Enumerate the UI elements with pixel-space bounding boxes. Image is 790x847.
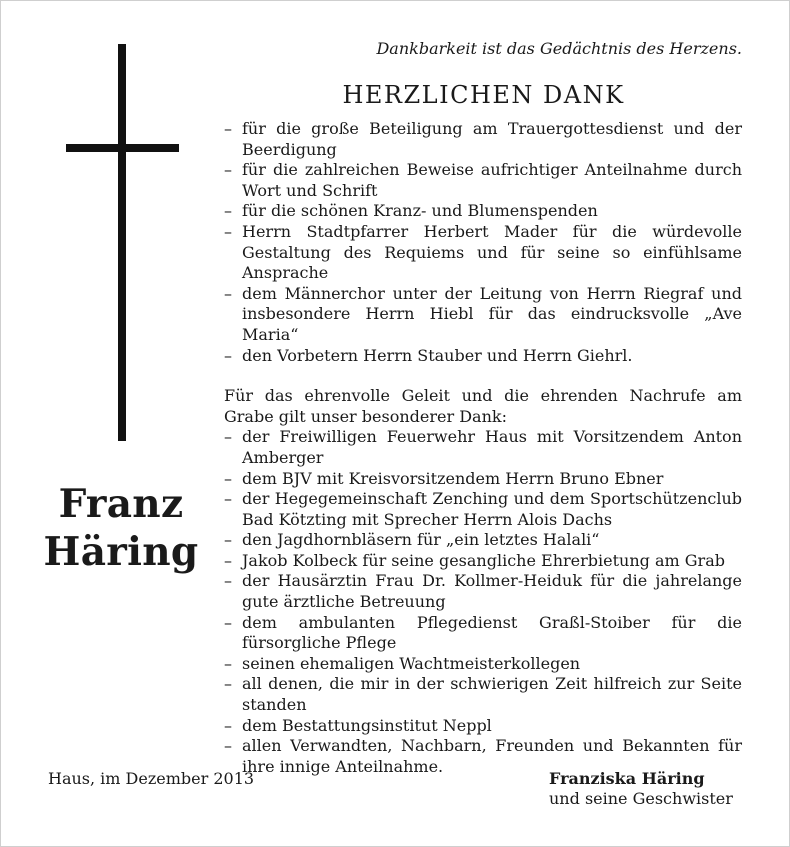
list-item: – dem Männerchor unter der Leitung von Herrn Riegraf und insbesondere Herrn Hiebl für das eindrucksvolle „Ave Maria“ — [224, 284, 742, 346]
signature-block — [549, 769, 733, 809]
list-item: – Jakob Kolbeck für seine gesangliche Ehrerbietung am Grab — [224, 551, 742, 572]
list-item: – den Vorbetern Herrn Stauber und Herrn Giehrl. — [224, 346, 742, 367]
deceased-name — [40, 480, 202, 576]
cross-icon-vertical-bar — [118, 44, 126, 441]
list-item: – dem BJV mit Kreisvorsitzendem Herrn Bruno Ebner — [224, 469, 742, 490]
heading: HERZLICHEN DANK — [342, 81, 625, 109]
cross-icon-horizontal-bar — [66, 144, 179, 152]
list-item: – für die große Beteiligung am Trauergottesdienst und der Beerdigung — [224, 119, 742, 160]
thanks-body — [224, 119, 742, 777]
list-item: – der Hegegemeinschaft Zenching und dem Sportschützenclub Bad Kötzting mit Sprecher Herrn Alois Dachs — [224, 489, 742, 530]
list-item: – dem ambulanten Pflegedienst Graßl-Stoiber für die fürsorgliche Pflege — [224, 613, 742, 654]
list-item: – den Jagdhornbläsern für „ein letztes Halali“ — [224, 530, 742, 551]
list-item: – der Freiwilligen Feuerwehr Haus mit Vorsitzendem Anton Amberger — [224, 427, 742, 468]
list-item: – seinen ehemaligen Wachtmeisterkollegen — [224, 654, 742, 675]
list-item: – für die zahlreichen Beweise aufrichtiger Anteilnahme durch Wort und Schrift — [224, 160, 742, 201]
list-item: – für die schönen Kranz- und Blumenspenden — [224, 201, 742, 222]
list-item: – Herrn Stadtpfarrer Herbert Mader für die würdevolle Gestaltung des Requiems und für seine so einfühlsame Ansprache — [224, 222, 742, 284]
place-date: Haus, im Dezember 2013 — [48, 769, 255, 788]
thanks-list-1 — [224, 119, 742, 366]
thanks-list-2 — [224, 427, 742, 777]
list-item: – allen Verwandten, Nachbarn, Freunden und Bekannten für ihre innige Anteilnahme. — [224, 736, 742, 777]
list-item: – dem Bestattungsinstitut Neppl — [224, 716, 742, 737]
deceased-last-name: Häring — [43, 529, 199, 575]
honor-paragraph: Für das ehrenvolle Geleit und die ehrenden Nachrufe am Grabe gilt unser besonderer Dank: — [224, 386, 742, 426]
deceased-first-name: Franz — [58, 481, 184, 527]
signatory-name: Franziska Häring — [549, 769, 705, 788]
list-item: – der Hausärztin Frau Dr. Kollmer-Heiduk für die jahrelange gute ärztliche Betreuung — [224, 571, 742, 612]
list-item: – all denen, die mir in der schwierigen Zeit hilfreich zur Seite standen — [224, 674, 742, 715]
motto: Dankbarkeit ist das Gedächtnis des Herzens. — [376, 39, 742, 58]
signatory-note: und seine Geschwister — [549, 789, 733, 808]
